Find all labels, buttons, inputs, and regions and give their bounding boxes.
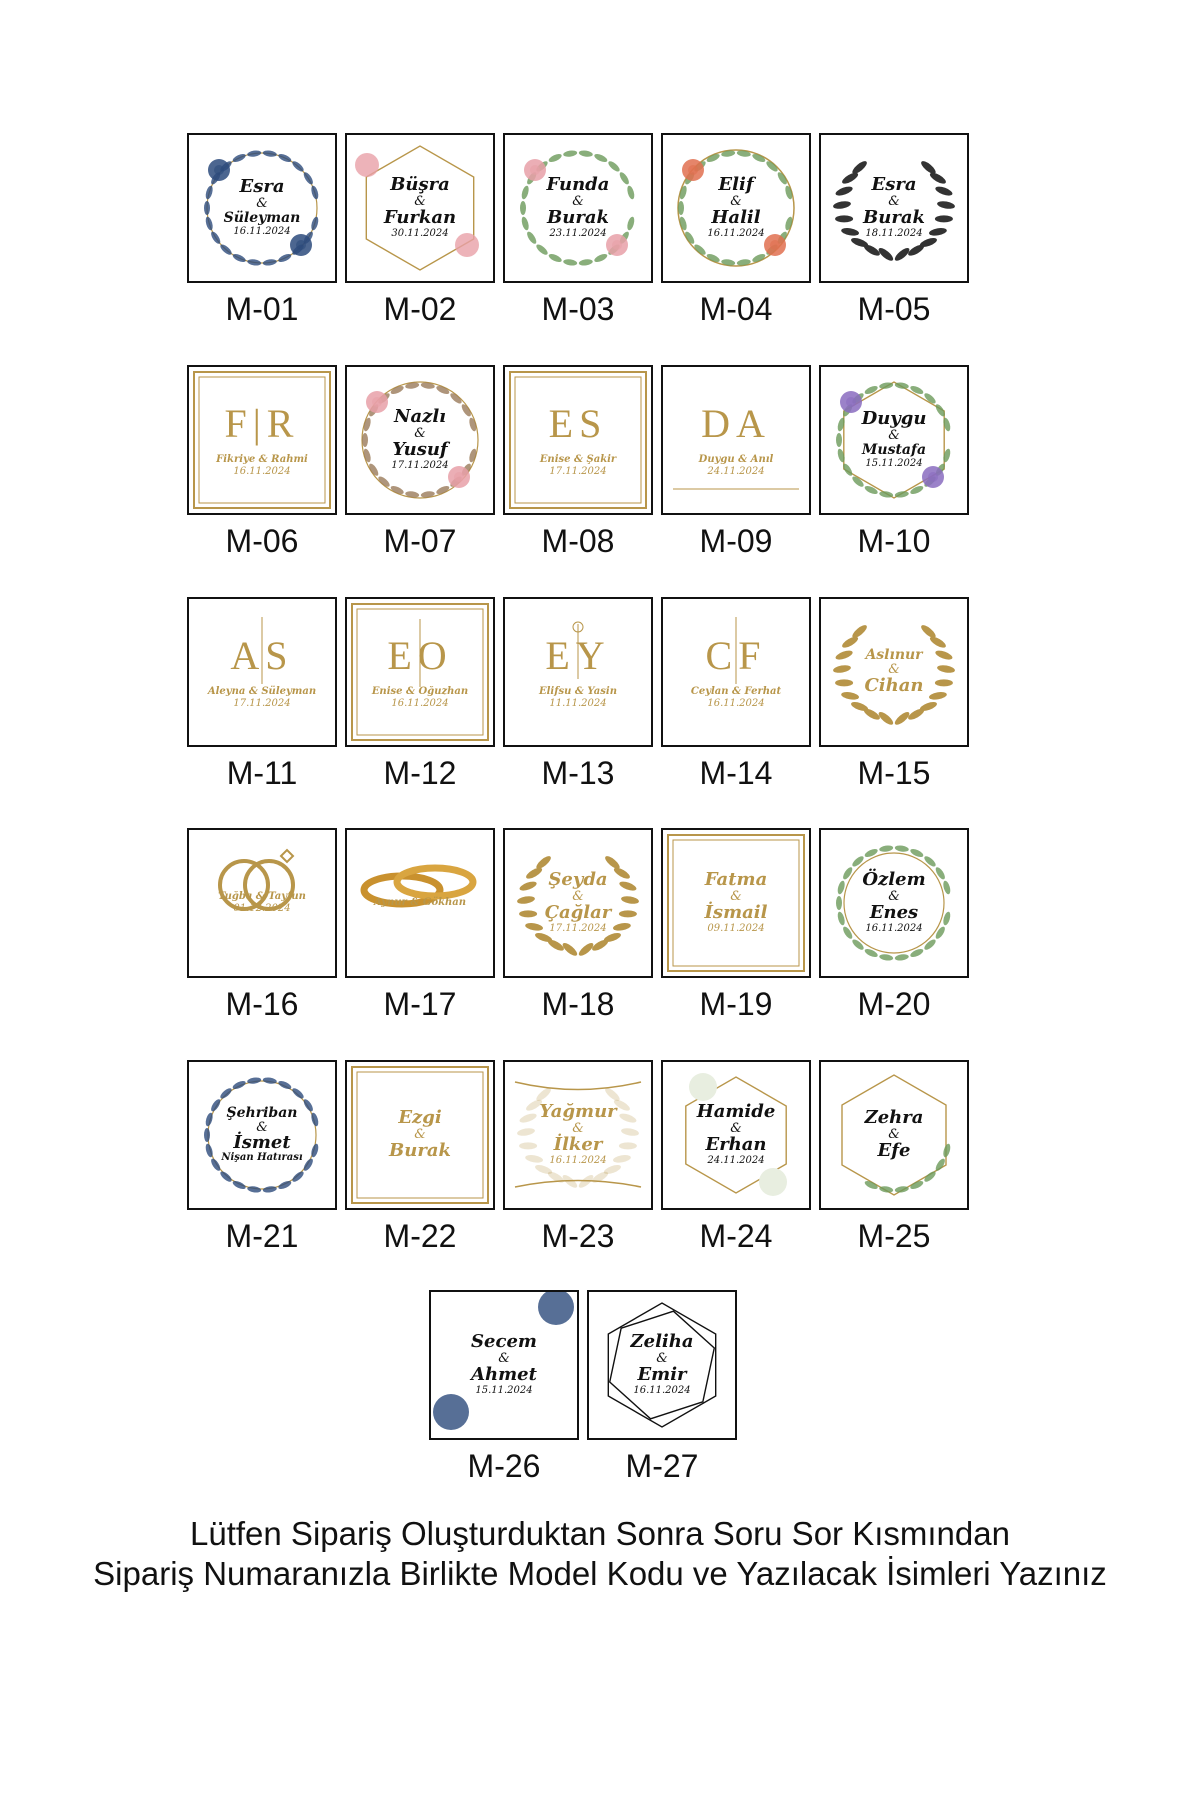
card-text — [663, 599, 809, 745]
model-code-label: M-10 — [857, 523, 931, 559]
card-text — [505, 830, 651, 976]
card-text — [821, 599, 967, 745]
model-code-label: M-18 — [541, 986, 615, 1022]
model-code-label: M-07 — [383, 523, 457, 559]
card-text — [189, 830, 335, 976]
model-code-label: M-17 — [383, 986, 457, 1022]
card-line: Şehriban — [226, 1105, 298, 1122]
model-code-label: M-24 — [699, 1218, 773, 1254]
card-text — [505, 599, 651, 745]
model-card-m-06[interactable] — [187, 365, 337, 515]
card-line: Özlem — [862, 869, 926, 891]
card-line: & — [572, 1120, 584, 1136]
card-line: ES — [548, 400, 608, 446]
model-card-m-03[interactable] — [503, 133, 653, 283]
model-code-label: M-04 — [699, 291, 773, 327]
card-line: İsmet — [233, 1132, 291, 1154]
model-code-label: M-05 — [857, 291, 931, 327]
card-line: Süleyman — [223, 209, 301, 226]
instruction-line-2: Sipariş Numaranızla Birlikte Model Kodu ve Yazılacak İsimleri Yazınız — [93, 1555, 1107, 1592]
model-card-m-17[interactable] — [345, 828, 495, 978]
card-text — [189, 599, 335, 745]
card-line: Ezgi — [398, 1107, 442, 1129]
card-text — [347, 1062, 493, 1208]
card-line: Secem — [471, 1331, 537, 1353]
card-line: & — [888, 193, 900, 209]
card-line: 15.11.2024 — [475, 1385, 533, 1397]
card-line: & — [414, 1127, 426, 1143]
model-code-label: M-01 — [225, 291, 299, 327]
card-line: 16.11.2024 — [633, 1385, 691, 1397]
card-line: Burak — [863, 206, 925, 228]
model-card-m-14[interactable] — [661, 597, 811, 747]
card-line: Aslınur — [865, 647, 923, 664]
card-line: Elifsu & Yasin — [539, 685, 617, 697]
card-line: Hamide — [696, 1101, 776, 1123]
model-code-label: M-19 — [699, 986, 773, 1022]
card-line: Enise & Oğuzhan — [371, 685, 469, 697]
card-line: 09.11.2024 — [707, 923, 765, 935]
card-line: Funda — [546, 174, 610, 196]
model-code-label: M-09 — [699, 523, 773, 559]
instruction-line-1: Lütfen Sipariş Oluşturduktan Sonra Soru Sor Kısmından — [190, 1515, 1010, 1552]
card-line: Cihan — [864, 674, 924, 696]
card-line: 16.11.2024 — [233, 226, 291, 238]
card-line: Emir — [637, 1363, 687, 1385]
card-line: & — [888, 1127, 900, 1143]
card-line: İsmail — [704, 901, 768, 923]
model-card-m-13[interactable] — [503, 597, 653, 747]
model-code-label: M-22 — [383, 1218, 457, 1254]
card-text — [347, 599, 493, 745]
card-line: Esra — [871, 174, 917, 196]
card-line: Ceylan & Ferhat — [690, 685, 782, 697]
model-code-label: M-02 — [383, 291, 457, 327]
card-line: Aynur & Gökhan — [373, 896, 467, 908]
card-line: Halil — [711, 206, 761, 228]
card-line: 15.11.2024 — [865, 458, 923, 470]
card-line: F|R — [224, 400, 300, 446]
card-line: Enes — [869, 901, 919, 923]
model-card-m-19[interactable] — [661, 828, 811, 978]
card-text — [505, 1062, 651, 1208]
card-text — [347, 830, 493, 976]
model-code-label: M-20 — [857, 986, 931, 1022]
card-line: Büşra — [390, 174, 450, 196]
card-text — [347, 135, 493, 281]
card-line: & — [730, 888, 742, 904]
card-text — [589, 1292, 735, 1438]
card-text — [189, 367, 335, 513]
card-text — [821, 1062, 967, 1208]
card-line: Enise & Şakir — [539, 453, 617, 465]
card-line: & — [256, 196, 268, 212]
card-text — [663, 1062, 809, 1208]
card-line: Şeyda — [548, 869, 608, 891]
model-card-m-21[interactable] — [187, 1060, 337, 1210]
model-card-m-09[interactable] — [661, 365, 811, 515]
model-card-m-15[interactable] — [819, 597, 969, 747]
card-line: Zehra — [864, 1107, 924, 1129]
model-card-m-05[interactable] — [819, 133, 969, 283]
card-text — [663, 830, 809, 976]
card-line: & — [414, 425, 426, 441]
model-code-label: M-06 — [225, 523, 299, 559]
card-line: Nişan Hatırası — [221, 1152, 303, 1164]
model-code-label: M-27 — [625, 1448, 699, 1484]
card-line: 17.11.2024 — [391, 460, 449, 472]
card-line: 16.11.2024 — [549, 1155, 607, 1167]
card-line: & — [498, 1350, 510, 1366]
card-line: 24.11.2024 — [707, 466, 765, 477]
card-line: & — [414, 193, 426, 209]
card-line: 18.11.2024 — [865, 228, 923, 240]
card-line: Ahmet — [471, 1363, 537, 1385]
card-line: 11.11.2024 — [549, 698, 607, 709]
model-code-label: M-26 — [467, 1448, 541, 1484]
model-card-m-25[interactable] — [819, 1060, 969, 1210]
card-line: & — [888, 662, 900, 678]
model-card-m-26[interactable] — [429, 1290, 579, 1440]
card-line: EY — [545, 632, 611, 678]
card-line: Duygu — [861, 408, 927, 430]
card-line: Burak — [547, 206, 609, 228]
card-line: Fatma — [704, 869, 768, 891]
card-line: CF — [705, 632, 767, 678]
model-code-label: M-15 — [857, 755, 931, 791]
card-line: Burak — [389, 1139, 451, 1161]
model-card-m-01[interactable] — [187, 133, 337, 283]
model-code-label: M-12 — [383, 755, 457, 791]
model-card-m-27[interactable] — [587, 1290, 737, 1440]
card-line: 17.11.2024 — [549, 466, 607, 477]
model-code-label: M-03 — [541, 291, 615, 327]
card-text — [821, 367, 967, 513]
model-code-label: M-08 — [541, 523, 615, 559]
card-line: Duygu & Anıl — [698, 453, 774, 465]
card-line: 30.11.2024 — [391, 228, 449, 240]
model-card-m-23[interactable] — [503, 1060, 653, 1210]
model-card-m-02[interactable] — [345, 133, 495, 283]
model-code-label: M-25 — [857, 1218, 931, 1254]
card-text — [505, 135, 651, 281]
card-line: 17.11.2024 — [233, 698, 291, 709]
card-line: Furkan — [383, 206, 457, 228]
card-line: Çağlar — [544, 901, 612, 923]
card-line: 17.11.2024 — [549, 923, 607, 935]
model-card-m-04[interactable] — [661, 133, 811, 283]
model-card-m-11[interactable] — [187, 597, 337, 747]
card-line: & — [730, 1120, 742, 1136]
card-line: İlker — [553, 1133, 603, 1155]
card-line: Nazlı — [393, 406, 446, 428]
card-line: 16.11.2024 — [391, 698, 449, 709]
model-card-m-08[interactable] — [503, 365, 653, 515]
model-code-label: M-21 — [225, 1218, 299, 1254]
model-code-label: M-14 — [699, 755, 773, 791]
card-line: Tuğba & Tayfun — [218, 890, 306, 902]
card-line: 24.11.2024 — [707, 1155, 765, 1167]
card-line: & — [888, 888, 900, 904]
card-text — [505, 367, 651, 513]
card-line: AS — [230, 632, 294, 678]
model-code-label: M-23 — [541, 1218, 615, 1254]
card-text — [663, 135, 809, 281]
card-line: 23.11.2024 — [549, 228, 607, 240]
model-code-label: M-13 — [541, 755, 615, 791]
model-card-m-12[interactable] — [345, 597, 495, 747]
card-text — [189, 135, 335, 281]
card-text — [431, 1292, 577, 1438]
card-text — [189, 1062, 335, 1208]
card-line: DA — [701, 400, 771, 446]
card-line: 16.11.2024 — [707, 698, 765, 709]
card-line: 16.11.2024 — [707, 228, 765, 240]
card-line: 01.12.2024 — [233, 903, 291, 914]
model-card-m-07[interactable] — [345, 365, 495, 515]
card-line: 16.11.2024 — [233, 466, 291, 477]
card-text — [663, 367, 809, 513]
card-line: & — [656, 1350, 668, 1366]
card-line: Zeliha — [630, 1331, 694, 1353]
card-line: & — [572, 888, 584, 904]
model-card-m-18[interactable] — [503, 828, 653, 978]
card-line: & — [572, 193, 584, 209]
card-line: EO — [387, 632, 453, 678]
card-line: Esra — [239, 176, 285, 198]
card-text — [347, 367, 493, 513]
card-line: Yusuf — [392, 438, 448, 460]
model-code-label: M-11 — [226, 755, 298, 791]
card-line: Efe — [877, 1139, 911, 1161]
model-card-m-20[interactable] — [819, 828, 969, 978]
model-card-m-10[interactable] — [819, 365, 969, 515]
card-text — [821, 830, 967, 976]
card-line: & — [888, 428, 900, 444]
card-text — [821, 135, 967, 281]
model-code-label: M-16 — [225, 986, 299, 1022]
model-card-m-22[interactable] — [345, 1060, 495, 1210]
model-card-m-16[interactable] — [187, 828, 337, 978]
card-line: Aleyna & Süleyman — [207, 685, 317, 697]
card-line: & — [256, 1119, 268, 1135]
card-line: & — [730, 193, 742, 209]
card-line: 16.11.2024 — [865, 923, 923, 935]
card-line: Elif — [718, 174, 754, 196]
card-line: Fikriye & Rahmi — [216, 453, 308, 465]
card-line: Erhan — [705, 1133, 767, 1155]
card-line: Mustafa — [861, 441, 927, 458]
model-card-m-24[interactable] — [661, 1060, 811, 1210]
card-line: Yağmur — [539, 1101, 617, 1123]
